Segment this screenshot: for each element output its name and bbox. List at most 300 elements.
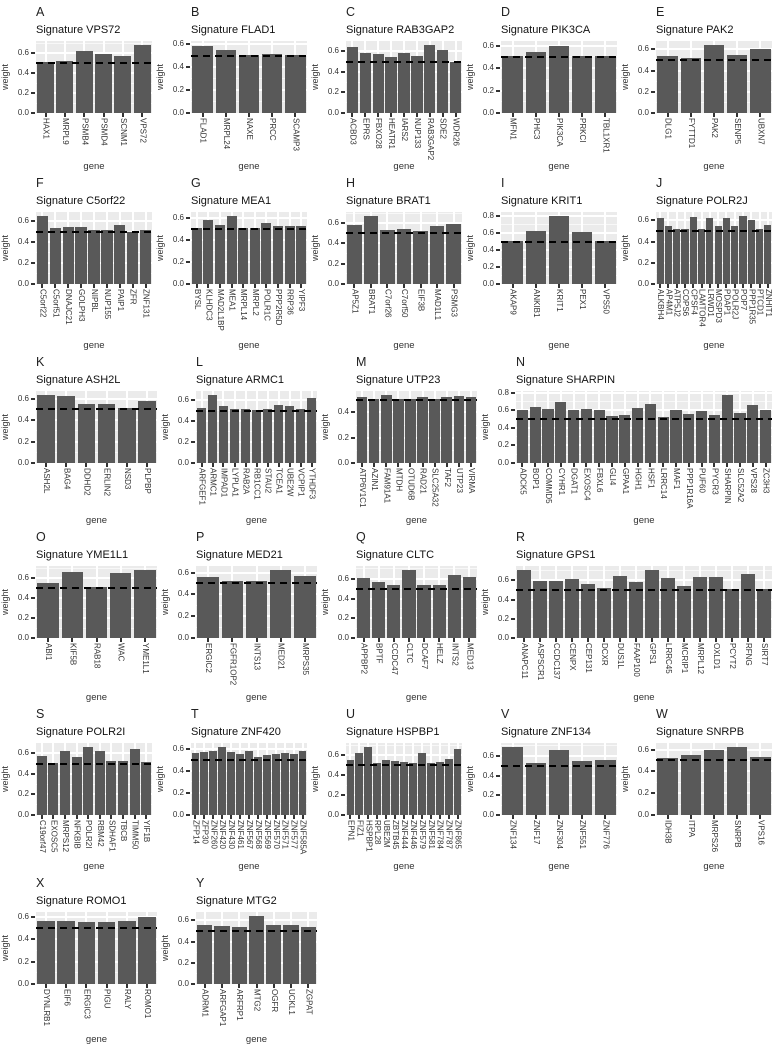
bar-slot [444, 743, 453, 815]
gene-label: ADRM1 [200, 989, 210, 1018]
y-tick-label: 0.2 [337, 613, 349, 623]
x-tick-mark [439, 815, 441, 819]
x-tick-mark [304, 638, 306, 642]
x-tick-mark [676, 284, 678, 288]
x-tick-mark [649, 463, 651, 467]
gene-label: OTUD6B [406, 468, 416, 501]
bar [704, 45, 724, 113]
gene-labels [36, 289, 152, 339]
bar-slot [417, 566, 432, 638]
y-tick-label: 0.0 [637, 108, 649, 117]
x-ticks [36, 463, 157, 467]
x-tick-mark [289, 284, 291, 288]
gene-label: HSF1 [646, 468, 656, 489]
bar [709, 415, 720, 463]
gene-label: ZNF446 [408, 820, 418, 849]
bar [37, 756, 47, 815]
gene-label: RAB3GAP2 [425, 118, 435, 161]
y-tick-mark [496, 755, 500, 757]
bar-slot [580, 566, 596, 638]
signature-panel [320, 531, 480, 708]
bar-slot [695, 391, 708, 463]
gene-label: C5orf22 [38, 289, 48, 318]
y-tick-label: 0.4 [497, 422, 509, 432]
y-axis-label: weight [155, 765, 165, 793]
bar [254, 757, 262, 815]
y-tick-mark [341, 242, 345, 244]
panel-title: Signature VPS72 [36, 24, 121, 36]
x-tick-mark [713, 113, 715, 117]
y-axis [0, 743, 36, 819]
gene-label: VPS50 [601, 289, 611, 314]
panel-letter: P [196, 530, 205, 544]
y-tick-mark [191, 593, 195, 595]
y-tick-label: 0.2 [497, 613, 509, 623]
bar-slot [94, 41, 113, 113]
bar [263, 409, 273, 463]
bar-slot [293, 566, 317, 638]
x-tick-mark [45, 984, 47, 988]
y-tick-label: 0.2 [177, 957, 189, 967]
y-tick-label: 0.0 [177, 979, 189, 988]
x-tick-mark [535, 284, 537, 288]
y-tick-label: 0.2 [17, 88, 29, 97]
bar-slot [298, 743, 307, 815]
dashed-reference-line [36, 231, 152, 233]
gene-label: ALKBH4 [656, 289, 666, 320]
plot-area [501, 212, 617, 284]
x-tick-mark [667, 815, 669, 819]
gene-label: STAU2 [263, 468, 273, 494]
x-tick-mark [266, 815, 268, 819]
gene-label: MFN1 [508, 118, 518, 140]
bar [731, 226, 738, 284]
bar [549, 750, 569, 815]
y-axis [0, 41, 36, 117]
x-tick-mark [85, 463, 87, 467]
bar [734, 413, 745, 463]
y-tick-mark [31, 462, 35, 464]
gene-label: ZNF444 [400, 820, 409, 849]
plot-area [196, 912, 317, 984]
x-tick-mark [539, 638, 541, 642]
bar-slot [594, 41, 617, 113]
y-tick-label: 0.4 [637, 766, 649, 776]
bar-slot [660, 566, 676, 638]
gene-labels [346, 820, 462, 860]
panel-letter: B [191, 5, 200, 19]
x-tick-mark [212, 463, 214, 467]
bar-slot [708, 391, 721, 463]
x-tick-mark [280, 638, 282, 642]
gene-label: ZNF430 [227, 820, 237, 849]
x-tick-mark [290, 984, 292, 988]
x-tick-mark [739, 463, 741, 467]
bar [645, 404, 656, 463]
bar-slot [722, 212, 730, 284]
y-tick-mark [651, 112, 655, 114]
gene-labels [356, 643, 477, 691]
bar [658, 417, 669, 463]
x-tick-mark [96, 638, 98, 642]
y-tick-mark [31, 814, 35, 816]
y-axis-label: weight [0, 588, 10, 616]
bar-slot [734, 391, 747, 463]
x-tick-mark [667, 113, 669, 117]
gene-label: ZC3H3 [761, 468, 771, 494]
bar [230, 409, 240, 463]
gene-label: ZFP30 [200, 820, 210, 845]
x-tick-mark [41, 815, 43, 819]
bar-slot [532, 566, 548, 638]
bar [37, 216, 48, 284]
gene-label: PSMG3 [449, 289, 459, 318]
y-tick-mark [186, 792, 190, 794]
bar [385, 57, 396, 113]
x-axis-label: gene [83, 161, 105, 172]
panel-letter: M [356, 355, 367, 369]
bar-slot [412, 212, 429, 284]
x-tick-mark [284, 815, 286, 819]
plot-wrap [0, 911, 157, 988]
gene-label: PAK2 [710, 118, 719, 138]
x-ticks [356, 463, 477, 467]
bar [114, 225, 125, 284]
y-tick-label: 0.4 [17, 237, 29, 247]
x-tick-mark [201, 463, 203, 467]
bar [86, 587, 107, 638]
gene-label: POP7 [739, 289, 748, 311]
x-axis-label: gene [393, 861, 415, 872]
y-tick-mark [31, 637, 35, 639]
bar-slot [462, 566, 477, 638]
bar-slot [764, 212, 772, 284]
y-tick-mark [496, 775, 500, 777]
figure-row [0, 6, 775, 177]
bar-slot [36, 212, 49, 284]
bar-slot [356, 391, 368, 463]
panel-title: Signature POLR2J [656, 195, 748, 207]
bar [197, 408, 207, 463]
gene-label: ZNF134 [508, 820, 518, 849]
x-axis-label: gene [633, 692, 655, 703]
gene-labels [191, 289, 307, 339]
panel-letter: J [656, 176, 663, 190]
y-axis-label: weight [620, 234, 630, 262]
gene-label: POLR2J [730, 289, 740, 320]
bar-slot [670, 391, 683, 463]
x-tick-mark [581, 284, 583, 288]
plot-area [356, 391, 477, 463]
gene-label: ZNF551 [578, 820, 588, 849]
bar [83, 747, 93, 815]
panel-letter: K [36, 355, 45, 369]
y-axis-label: weight [465, 765, 475, 793]
signature-panel [155, 6, 310, 177]
x-tick-mark [47, 638, 49, 642]
y-tick-label: 0.8 [482, 211, 494, 221]
bar [433, 585, 446, 638]
x-tick-mark [752, 463, 754, 467]
gene-label: RAD21 [418, 468, 428, 494]
bar-slot [404, 391, 416, 463]
x-axis-label: gene [393, 161, 415, 172]
panel-title: Signature HSPBP1 [346, 726, 440, 738]
panel-title: Signature C5orf22 [36, 195, 126, 207]
x-ticks [656, 284, 772, 288]
gene-label: SHARPIN [723, 468, 733, 504]
gene-label: LRRC45 [664, 643, 673, 674]
gene-labels [36, 118, 152, 160]
signature-panel [480, 356, 775, 531]
gene-label: FLAD1 [198, 118, 208, 143]
panel-title: Signature ARMC1 [196, 374, 285, 386]
gene-label: DUS1L [616, 643, 625, 669]
bar [285, 406, 295, 463]
bar [454, 396, 465, 463]
gene-label: NFKBIB [72, 820, 82, 849]
signature-panel [465, 177, 620, 356]
x-axis-label: gene [703, 161, 725, 172]
x-ticks [36, 638, 157, 642]
y-tick-label: 0.0 [177, 633, 189, 642]
gene-label: GPAA1 [620, 468, 630, 495]
bar [238, 228, 248, 284]
bar [372, 582, 385, 638]
dashed-reference-line [196, 582, 317, 584]
y-tick-label: 0.4 [327, 238, 339, 248]
plot-wrap [465, 211, 617, 288]
x-tick-mark [759, 113, 761, 117]
x-ticks [36, 284, 152, 288]
gene-label: PSMB4 [80, 118, 90, 146]
bar [665, 226, 672, 284]
x-ticks [501, 815, 617, 819]
gene-label: POLR1C [262, 289, 272, 322]
y-tick-mark [651, 91, 655, 93]
x-tick-mark [248, 815, 250, 819]
bar [526, 52, 546, 113]
panel-title: Signature PAK2 [656, 24, 734, 36]
y-axis-label: weight [310, 765, 320, 793]
bar [723, 218, 730, 284]
gene-label: MAF1 [672, 468, 681, 490]
y-tick-label: 0.4 [177, 936, 189, 946]
bar-slot [501, 41, 524, 113]
x-tick-mark [99, 815, 101, 819]
gene-label: LRRC14 [659, 468, 669, 499]
gene-label: ZNF784 [435, 820, 445, 849]
bar-slot [410, 41, 423, 113]
y-tick-mark [31, 92, 35, 94]
y-tick-mark [496, 232, 500, 234]
y-tick-mark [341, 774, 345, 776]
gene-label: PIK3CA [555, 118, 564, 147]
bar [387, 585, 400, 638]
bar [373, 763, 381, 815]
x-tick-mark [429, 113, 431, 117]
plot-wrap [310, 212, 462, 288]
gene-labels [516, 643, 772, 691]
bar-slot [426, 743, 435, 815]
gene-label: PPP2R5D [274, 289, 283, 326]
gene-label: ZNF17 [531, 820, 541, 845]
bar-slot [84, 566, 108, 638]
y-tick-label: 0.2 [177, 611, 189, 621]
y-tick-mark [651, 262, 655, 264]
bar [382, 760, 390, 815]
gene-label: COMMD5 [544, 468, 553, 504]
gene-label: ZNF865 [453, 820, 463, 849]
bar [208, 395, 218, 463]
y-tick-label: 0.4 [337, 593, 349, 603]
x-tick-mark [598, 463, 600, 467]
bar-slot [200, 743, 209, 815]
bar-slot [429, 212, 446, 284]
y-tick-mark [31, 72, 35, 74]
bar [261, 223, 271, 284]
x-tick-mark [52, 815, 54, 819]
y-tick-label: 0.6 [482, 750, 494, 760]
gene-label: CLTC [404, 643, 414, 664]
panel-title: Signature ZNF420 [191, 726, 281, 738]
bar [681, 58, 701, 113]
bar-slot [346, 212, 363, 284]
signature-panel [0, 177, 155, 356]
x-tick-mark [571, 638, 573, 642]
figure-row [0, 356, 775, 531]
y-tick-label: 0.2 [482, 790, 494, 800]
plot-area [346, 41, 462, 113]
x-tick-mark [45, 463, 47, 467]
bar [645, 570, 659, 638]
bar-slot [371, 566, 386, 638]
bar-slot [571, 743, 594, 815]
plot-area [501, 743, 617, 815]
dashed-reference-line [36, 927, 157, 929]
dashed-reference-line [516, 418, 772, 420]
gene-label: ZFP14 [191, 820, 201, 845]
bar-slot [191, 743, 200, 815]
bar [619, 415, 630, 463]
bar [307, 398, 317, 463]
x-tick-mark [715, 638, 717, 642]
bar [741, 574, 755, 638]
bar-slot [248, 912, 265, 984]
plot-area [36, 566, 157, 638]
bar [661, 578, 675, 638]
bar [246, 581, 267, 638]
bar-slot [547, 41, 570, 113]
bar-slot [689, 212, 697, 284]
y-axis [480, 387, 516, 467]
bar-slot [196, 912, 213, 984]
x-tick-mark [736, 815, 738, 819]
dashed-reference-line [36, 408, 157, 410]
y-tick-label: 0.6 [172, 212, 184, 222]
x-tick-mark [277, 284, 279, 288]
x-axis-label: gene [405, 515, 428, 526]
x-tick-mark [403, 113, 405, 117]
x-tick-mark [662, 463, 664, 467]
dashed-reference-line [346, 764, 462, 766]
y-tick-label: 0.6 [327, 46, 339, 56]
bar [50, 228, 61, 284]
bar-slot [271, 743, 280, 815]
bar [725, 589, 739, 638]
x-tick-mark [637, 463, 639, 467]
x-tick-mark [521, 463, 523, 467]
y-tick-mark [341, 50, 345, 52]
gene-label: BRAT1 [366, 289, 376, 315]
x-tick-mark [349, 815, 351, 819]
bar [405, 399, 416, 463]
gene-label: UTP23 [454, 468, 464, 493]
bar-slot [379, 212, 396, 284]
bar-slot [214, 212, 226, 284]
y-tick-label: 0.6 [172, 743, 184, 753]
bar [357, 397, 368, 463]
panel-title: Signature YME1L1 [36, 549, 129, 561]
plot-area [36, 212, 152, 284]
gene-label: EPRS [361, 118, 371, 140]
y-tick-label: 0.6 [17, 748, 29, 758]
bar [417, 585, 430, 638]
gene-label: IMPAD1 [219, 468, 229, 498]
gene-labels [501, 118, 617, 160]
bar [555, 402, 566, 463]
bar-slot [284, 212, 296, 284]
y-tick-mark [191, 615, 195, 617]
gene-label: OGFR [269, 989, 279, 1013]
x-tick-mark [378, 638, 380, 642]
gene-label: ZNF579 [417, 820, 427, 849]
y-tick-mark [351, 617, 355, 619]
y-tick-label: 0.2 [327, 790, 339, 799]
x-tick-mark [370, 284, 372, 288]
y-tick-mark [186, 814, 190, 816]
gene-label: YIF1B [142, 820, 152, 843]
bar [118, 761, 128, 816]
x-axis-label: gene [245, 515, 268, 526]
bar-slot [62, 212, 75, 284]
plot-wrap [620, 212, 772, 288]
gene-labels [501, 289, 617, 339]
panel-letter: Q [356, 530, 366, 544]
bar [466, 397, 477, 463]
panel-letter: T [191, 707, 199, 721]
gene-label: MAD1L1 [433, 289, 443, 321]
gene-label: SCNM1 [119, 118, 128, 147]
panel-letter: H [346, 176, 356, 190]
x-tick-mark [106, 284, 108, 288]
x-tick-mark [604, 113, 606, 117]
gene-label: UCKL1 [287, 989, 297, 1015]
bar [502, 241, 522, 284]
y-tick-mark [186, 217, 190, 219]
bar-slot [36, 912, 56, 984]
bar-slot [596, 566, 612, 638]
y-tick-label: 0.0 [172, 279, 184, 288]
y-axis [0, 566, 36, 642]
gene-label: ZFR [128, 289, 138, 305]
panel-title: Signature SHARPIN [516, 374, 616, 386]
y-tick-label: 0.6 [337, 573, 349, 583]
plot-wrap [0, 212, 152, 288]
bar [134, 570, 155, 638]
x-ticks [356, 638, 477, 642]
bar-slot [756, 566, 772, 638]
